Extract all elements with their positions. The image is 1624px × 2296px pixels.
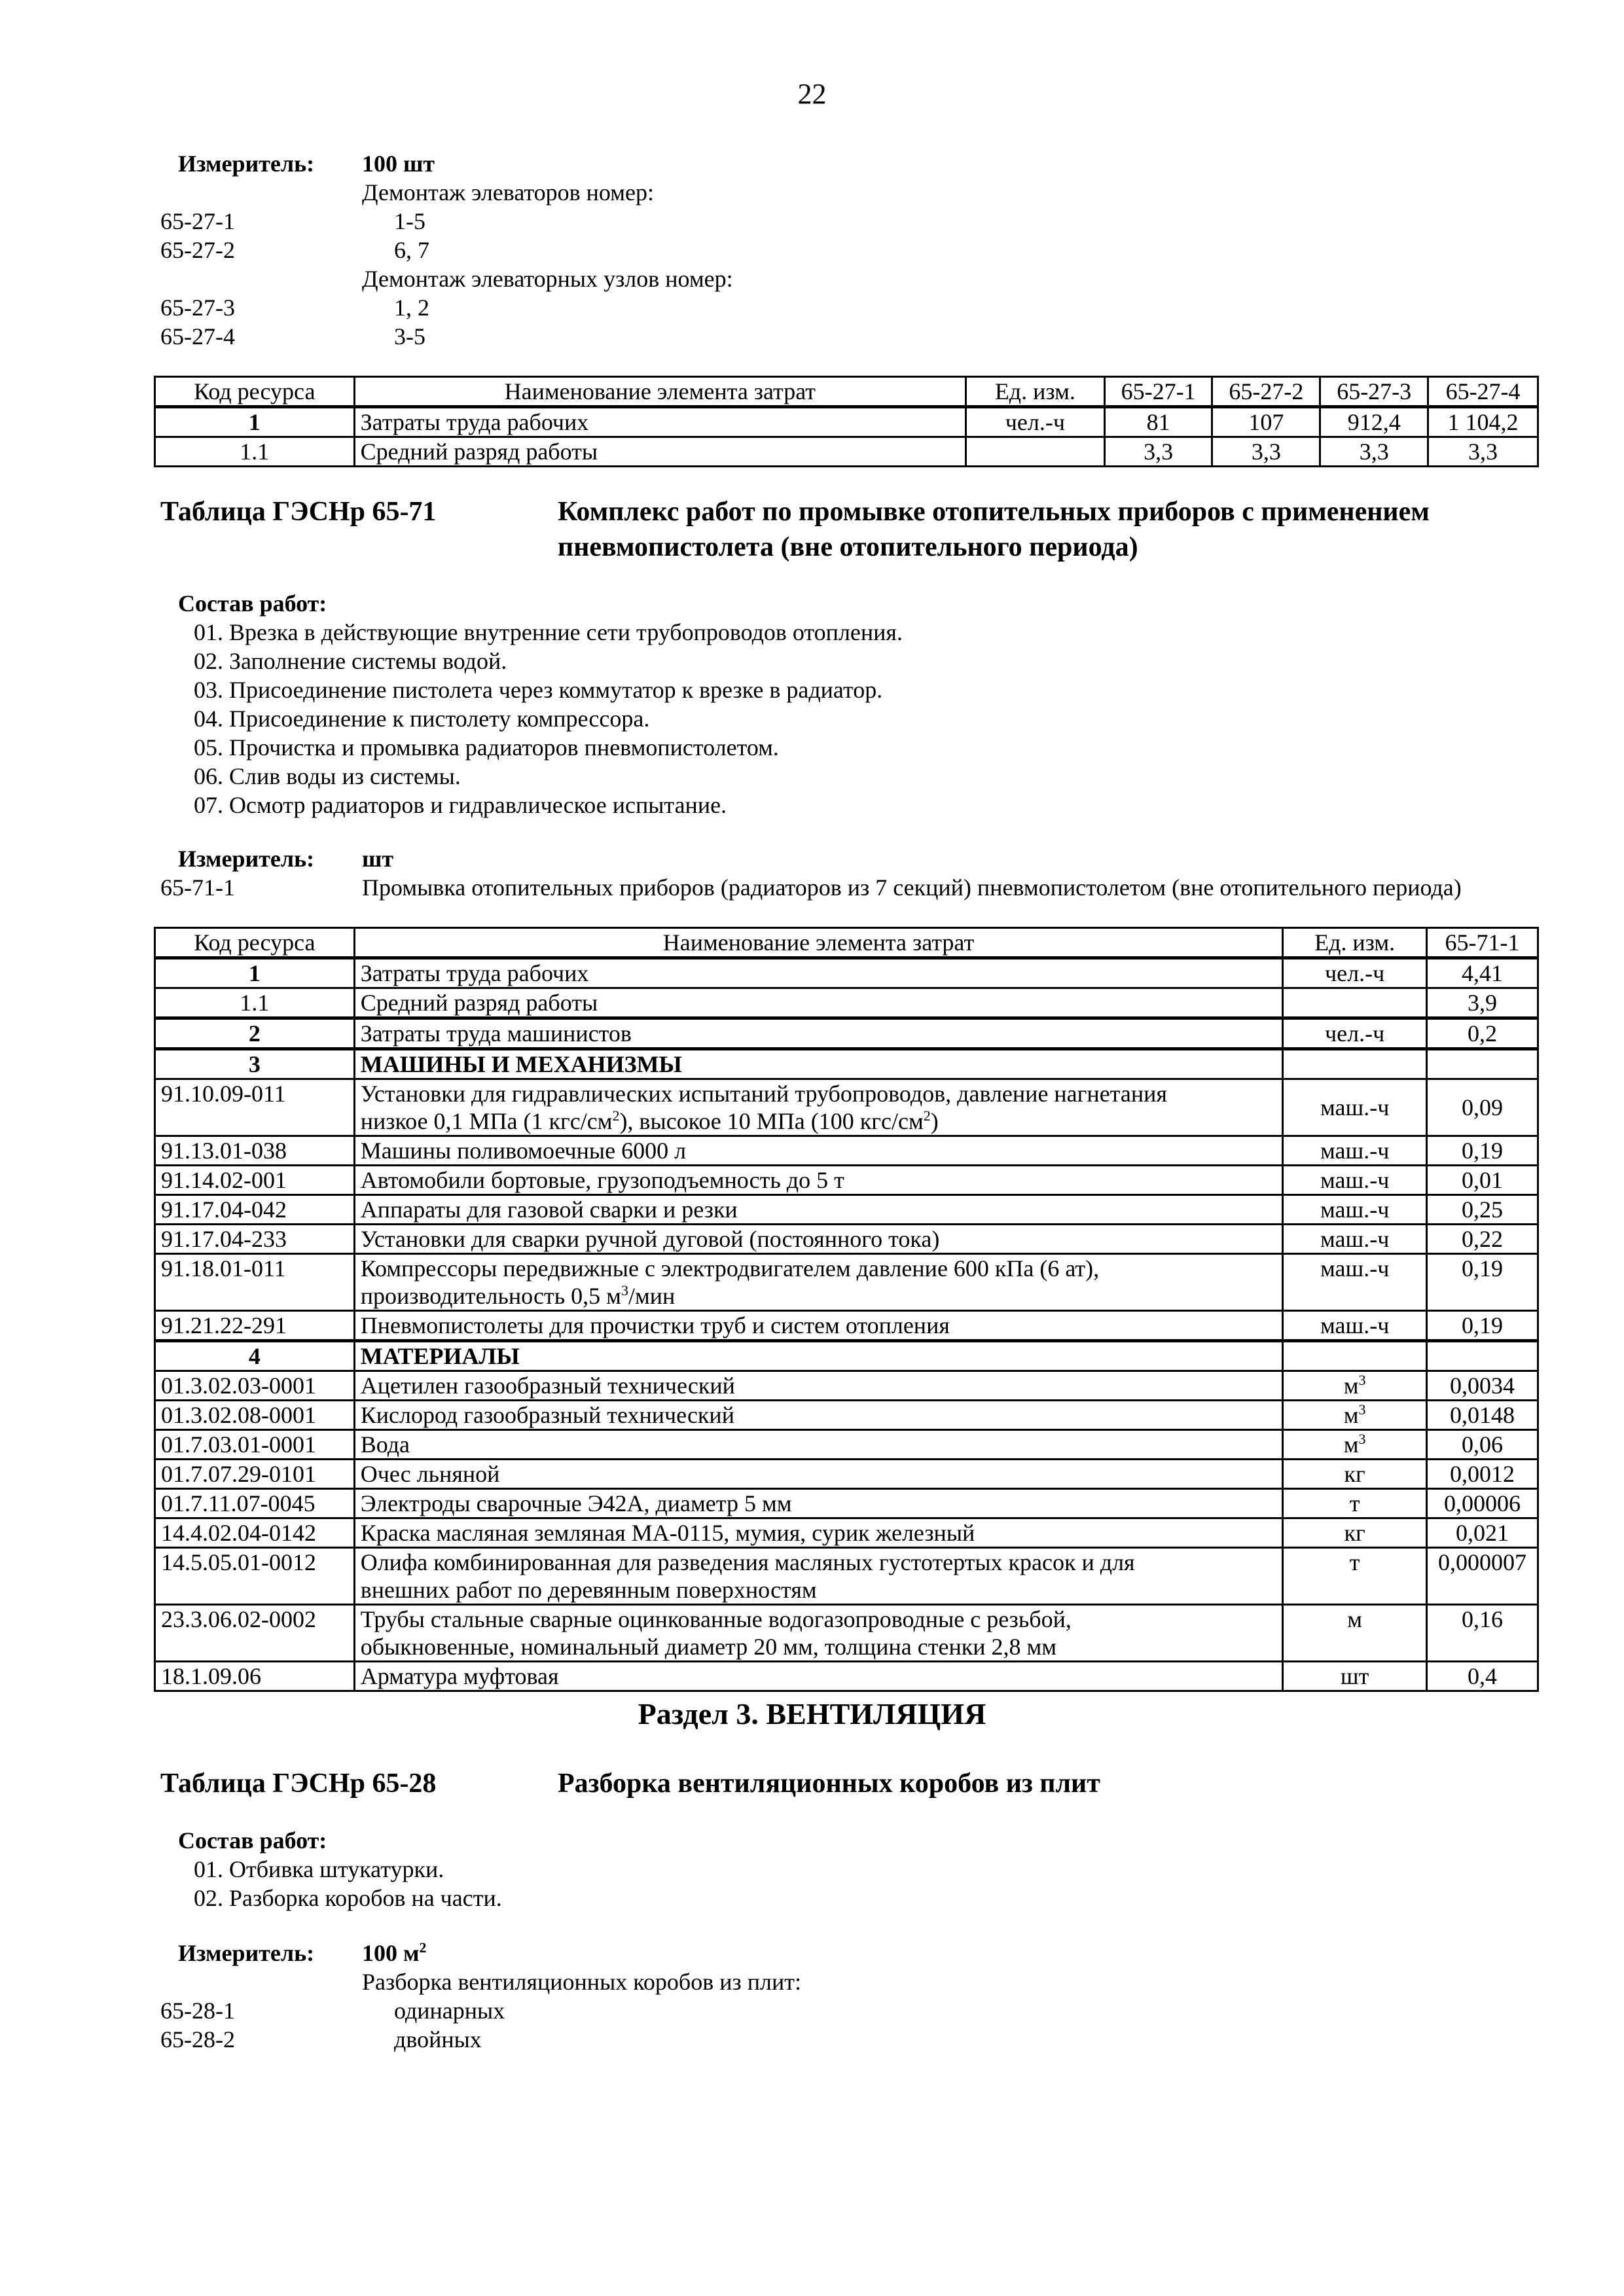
value-cell: 0,16 bbox=[1427, 1605, 1538, 1662]
name-cell: Электроды сварочные Э42А, диаметр 5 мм bbox=[354, 1489, 1283, 1518]
value-cell: 0,000007 bbox=[1427, 1548, 1538, 1605]
code-cell: 14.5.05.01-0012 bbox=[155, 1548, 355, 1605]
unit-cell: маш.-ч bbox=[1283, 1311, 1427, 1341]
table-row bbox=[155, 1605, 1538, 1662]
code-cell: 01.7.11.07-0045 bbox=[155, 1489, 355, 1518]
code-cell: 18.1.09.06 bbox=[155, 1662, 355, 1691]
work-item: 01. Врезка в действующие внутренние сети трубопроводов отопления. bbox=[194, 619, 903, 645]
work-item: 04. Присоединение к пистолету компрессора. bbox=[194, 706, 650, 732]
unit-cell: маш.-ч bbox=[1283, 1136, 1427, 1166]
table-row bbox=[155, 1662, 1538, 1691]
unit-cell: маш.-ч bbox=[1283, 1079, 1427, 1136]
work-item: 05. Прочистка и промывка радиаторов пневмопистолетом. bbox=[194, 734, 779, 761]
name-cell: Аппараты для газовой сварки и резки bbox=[354, 1195, 1283, 1225]
value-cell: 81 bbox=[1104, 407, 1212, 437]
value-cell: 0,0148 bbox=[1427, 1401, 1538, 1430]
header-cell: Наименование элемента затрат bbox=[354, 928, 1283, 958]
value-cell: 0,25 bbox=[1427, 1195, 1538, 1225]
table-row bbox=[155, 958, 1538, 988]
table-row bbox=[155, 1018, 1538, 1049]
value-cell: 0,0012 bbox=[1427, 1460, 1538, 1489]
measure-label: Измеритель: bbox=[178, 846, 315, 872]
item-text: одинарных bbox=[394, 1998, 505, 2024]
group-heading: Демонтаж элеваторов номер: bbox=[362, 179, 654, 206]
unit-cell: чел.-ч bbox=[1283, 1018, 1427, 1049]
item-text: 6, 7 bbox=[394, 237, 429, 263]
unit-cell: $м^3$ bbox=[1283, 1401, 1427, 1430]
name-cell: Олифа комбинированная для разведения масляных густотертых красок и для внешних работ по деревянным поверхностям bbox=[354, 1548, 1283, 1605]
unit-cell: маш.-ч bbox=[1283, 1254, 1427, 1311]
table-row bbox=[155, 1254, 1538, 1311]
unit-cell: т bbox=[1283, 1548, 1427, 1605]
unit-cell: чел.-ч bbox=[1283, 958, 1427, 988]
header-cell: Ед. изм. bbox=[1283, 928, 1427, 958]
code-cell: 2 bbox=[155, 1018, 355, 1049]
item-code: 65-71-1 bbox=[160, 874, 235, 901]
code-cell: 3 bbox=[155, 1049, 355, 1079]
header-cell: 65-27-2 bbox=[1212, 377, 1320, 407]
item-text: 3-5 bbox=[394, 323, 425, 350]
table-row bbox=[155, 1430, 1538, 1460]
value-cell: 912,4 bbox=[1320, 407, 1428, 437]
table-title-line1: Комплекс работ по промывке отопительных приборов с применением bbox=[558, 497, 1430, 527]
name-cell: Ацетилен газообразный технический bbox=[354, 1371, 1283, 1401]
unit-cell: шт bbox=[1283, 1662, 1427, 1691]
unit-cell: кг bbox=[1283, 1460, 1427, 1489]
item-code: 65-27-1 bbox=[160, 208, 235, 234]
name-cell: Краска масляная земляная МА-0115, мумия, сурик железный bbox=[354, 1518, 1283, 1548]
name-cell: Трубы стальные сварные оцинкованные водогазопроводные с резьбой, обыкновенные, номинальный диаметр 20 мм, толщина стенки 2,8 мм bbox=[354, 1605, 1283, 1662]
unit-cell bbox=[966, 437, 1105, 467]
name-cell: Автомобили бортовые, грузоподъемность до 5 т bbox=[354, 1166, 1283, 1195]
group-heading: Демонтаж элеваторных узлов номер: bbox=[362, 266, 733, 292]
code-cell: 01.3.02.08-0001 bbox=[155, 1401, 355, 1430]
table-row bbox=[155, 1079, 1538, 1136]
item-code: 65-27-4 bbox=[160, 323, 235, 350]
measure-value: 100 шт bbox=[362, 151, 435, 177]
measure-value: шт bbox=[362, 846, 394, 872]
value-cell: 3,3 bbox=[1320, 437, 1428, 467]
code-cell: 23.3.06.02-0002 bbox=[155, 1605, 355, 1662]
group-heading: Разборка вентиляционных коробов из плит: bbox=[362, 1969, 801, 1995]
value-cell: 0,0034 bbox=[1427, 1371, 1538, 1401]
name-cell: Затраты труда рабочих bbox=[354, 958, 1283, 988]
table-label: Таблица ГЭСНр 65-28 bbox=[160, 1768, 437, 1799]
name-cell: Установки для гидравлических испытаний трубопроводов, давление нагнетания низкое 0,1 МПа (1 кгс/$см^2$), высокое 10 МПа (100 кгс/$см^2$) bbox=[354, 1079, 1283, 1136]
work-item: 06. Слив воды из системы. bbox=[194, 763, 461, 789]
table-header-row bbox=[155, 377, 1538, 407]
value-cell: 0,09 bbox=[1427, 1079, 1538, 1136]
table-row bbox=[155, 1166, 1538, 1195]
unit-cell: маш.-ч bbox=[1283, 1225, 1427, 1254]
name-cell: Средний разряд работы bbox=[354, 988, 1283, 1018]
header-cell: 65-27-1 bbox=[1104, 377, 1212, 407]
unit-cell: т bbox=[1283, 1489, 1427, 1518]
name-cell: Машины поливомоечные 6000 л bbox=[354, 1136, 1283, 1166]
table-row bbox=[155, 1195, 1538, 1225]
value-cell: 3,3 bbox=[1428, 437, 1538, 467]
header-cell: 65-27-4 bbox=[1428, 377, 1538, 407]
item-text: 1, 2 bbox=[394, 295, 429, 321]
item-text: двойных bbox=[394, 2026, 482, 2053]
page-number: 22 bbox=[797, 78, 827, 110]
code-cell: 91.17.04-233 bbox=[155, 1225, 355, 1254]
table-section-row bbox=[155, 1049, 1538, 1079]
table-label: Таблица ГЭСНр 65-71 bbox=[160, 497, 437, 527]
work-item: 07. Осмотр радиаторов и гидравлическое испытание. bbox=[194, 792, 727, 818]
unit-cell: м bbox=[1283, 1605, 1427, 1662]
value-cell: 0,01 bbox=[1427, 1166, 1538, 1195]
measure-label: Измеритель: bbox=[178, 1940, 315, 1966]
table-row bbox=[155, 1460, 1538, 1489]
code-cell: 1.1 bbox=[155, 437, 355, 467]
code-cell: 4 bbox=[155, 1341, 355, 1371]
unit-cell: $м^3$ bbox=[1283, 1430, 1427, 1460]
work-item: 02. Заполнение системы водой. bbox=[194, 648, 507, 674]
code-cell: 91.14.02-001 bbox=[155, 1166, 355, 1195]
works-label: Состав работ: bbox=[178, 590, 327, 617]
section-name-cell: МАШИНЫ И МЕХАНИЗМЫ bbox=[354, 1049, 1283, 1079]
value-cell: 3,9 bbox=[1427, 988, 1538, 1018]
value-cell: 3,3 bbox=[1104, 437, 1212, 467]
header-cell: Код ресурса bbox=[155, 377, 355, 407]
code-cell: 01.7.03.01-0001 bbox=[155, 1430, 355, 1460]
code-cell: 1 bbox=[155, 958, 355, 988]
section-heading: Раздел 3. ВЕНТИЛЯЦИЯ bbox=[638, 1697, 986, 1731]
item-code: 65-28-1 bbox=[160, 1998, 235, 2024]
item-code: 65-28-2 bbox=[160, 2026, 235, 2053]
value-cell: 107 bbox=[1212, 407, 1320, 437]
works-label: Состав работ: bbox=[178, 1827, 327, 1854]
code-cell: 91.10.09-011 bbox=[155, 1079, 355, 1136]
table-row bbox=[155, 1136, 1538, 1166]
code-cell: 1.1 bbox=[155, 988, 355, 1018]
value-cell: 1 104,2 bbox=[1428, 407, 1538, 437]
table-section-row bbox=[155, 1341, 1538, 1371]
name-cell: Затраты труда рабочих bbox=[354, 407, 965, 437]
code-cell: 14.4.02.04-0142 bbox=[155, 1518, 355, 1548]
work-item: 02. Разборка коробов на части. bbox=[194, 1885, 502, 1911]
name-cell: Арматура муфтовая bbox=[354, 1662, 1283, 1691]
unit-cell: чел.-ч bbox=[966, 407, 1105, 437]
name-cell: Кислород газообразный технический bbox=[354, 1401, 1283, 1430]
measure-label: Измеритель: bbox=[178, 151, 315, 177]
resource-table-65-27 bbox=[154, 376, 1539, 467]
table-row bbox=[155, 1518, 1538, 1548]
table-row bbox=[155, 407, 1538, 437]
name-cell: Очес льняной bbox=[354, 1460, 1283, 1489]
value-cell: 0,22 bbox=[1427, 1225, 1538, 1254]
code-cell: 01.3.02.03-0001 bbox=[155, 1371, 355, 1401]
table-row bbox=[155, 1371, 1538, 1401]
table-row bbox=[155, 1401, 1538, 1430]
code-cell: 1 bbox=[155, 407, 355, 437]
header-cell: Код ресурса bbox=[155, 928, 355, 958]
value-cell: 0,00006 bbox=[1427, 1489, 1538, 1518]
table-row bbox=[155, 1489, 1538, 1518]
value-cell: 0,19 bbox=[1427, 1311, 1538, 1341]
header-cell: Наименование элемента затрат bbox=[354, 377, 965, 407]
code-cell: 01.7.07.29-0101 bbox=[155, 1460, 355, 1489]
code-cell: 91.21.22-291 bbox=[155, 1311, 355, 1341]
item-code: 65-27-3 bbox=[160, 295, 235, 321]
table-row bbox=[155, 988, 1538, 1018]
table-title-line2: пневмопистолета (вне отопительного периода) bbox=[558, 532, 1138, 562]
code-cell: 91.17.04-042 bbox=[155, 1195, 355, 1225]
name-cell: Пневмопистолеты для прочистки труб и систем отопления bbox=[354, 1311, 1283, 1341]
unit-cell: $м^3$ bbox=[1283, 1371, 1427, 1401]
name-cell: Вода bbox=[354, 1430, 1283, 1460]
code-cell: 91.13.01-038 bbox=[155, 1136, 355, 1166]
resource-table-65-71 bbox=[154, 927, 1539, 1692]
value-cell: 4,41 bbox=[1427, 958, 1538, 988]
value-cell: 0,19 bbox=[1427, 1136, 1538, 1166]
measure-value: 100 $м^2$ bbox=[362, 1939, 427, 1966]
value-cell: 3,3 bbox=[1212, 437, 1320, 467]
header-cell: 65-71-1 bbox=[1427, 928, 1538, 958]
value-cell: 0,06 bbox=[1427, 1430, 1538, 1460]
unit-cell: маш.-ч bbox=[1283, 1166, 1427, 1195]
table-row bbox=[155, 1548, 1538, 1605]
value-cell: 0,2 bbox=[1427, 1018, 1538, 1049]
item-code: 65-27-2 bbox=[160, 237, 235, 263]
name-cell: Затраты труда машинистов bbox=[354, 1018, 1283, 1049]
work-item: 03. Присоединение пистолета через коммутатор к врезке в радиатор. bbox=[194, 677, 883, 703]
work-item: 01. Отбивка штукатурки. bbox=[194, 1856, 444, 1882]
value-cell: 0,19 bbox=[1427, 1254, 1538, 1311]
item-text: Промывка отопительных приборов (радиаторов из 7 секций) пневмопистолетом (вне отопительного периода) bbox=[362, 874, 1462, 901]
item-text: 1-5 bbox=[394, 208, 425, 234]
name-cell: Средний разряд работы bbox=[354, 437, 965, 467]
table-title: Разборка вентиляционных коробов из плит bbox=[558, 1768, 1100, 1799]
name-cell: Компрессоры передвижные с электродвигателем давление 600 кПа (6 ат), производительность 0,5 $м^3$/мин bbox=[354, 1254, 1283, 1311]
unit-cell bbox=[1283, 988, 1427, 1018]
unit-cell: кг bbox=[1283, 1518, 1427, 1548]
header-cell: Ед. изм. bbox=[966, 377, 1105, 407]
table-row bbox=[155, 437, 1538, 467]
code-cell: 91.18.01-011 bbox=[155, 1254, 355, 1311]
table-row bbox=[155, 1225, 1538, 1254]
value-cell: 0,4 bbox=[1427, 1662, 1538, 1691]
name-cell: Установки для сварки ручной дуговой (постоянного тока) bbox=[354, 1225, 1283, 1254]
section-name-cell: МАТЕРИАЛЫ bbox=[354, 1341, 1283, 1371]
table-row bbox=[155, 1311, 1538, 1341]
unit-cell: маш.-ч bbox=[1283, 1195, 1427, 1225]
header-cell: 65-27-3 bbox=[1320, 377, 1428, 407]
table-header-row bbox=[155, 928, 1538, 958]
value-cell: 0,021 bbox=[1427, 1518, 1538, 1548]
